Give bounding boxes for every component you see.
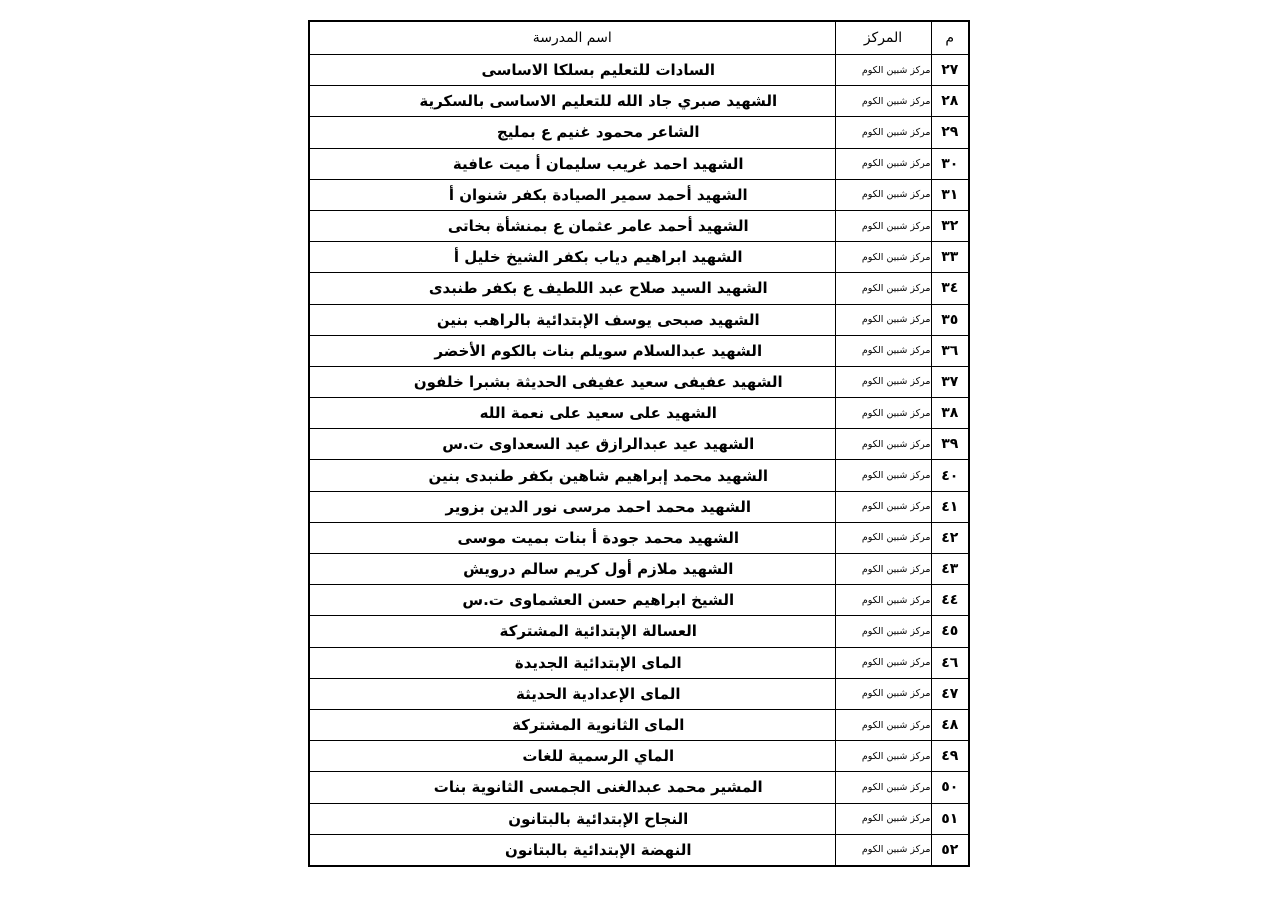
table-row [309, 117, 969, 148]
table-row [309, 491, 969, 522]
row-center: مركز شبين الكوم [835, 803, 931, 834]
row-center: مركز شبين الكوم [835, 148, 931, 179]
row-number: ٣٩ [931, 429, 969, 460]
row-school-name-cell [309, 366, 835, 397]
row-school-name-cell [309, 772, 835, 803]
row-school-name: الشهيد صبحى يوسف الإبتدائية بالراهب بنين [436, 310, 760, 329]
table-header [309, 21, 969, 55]
table-row [309, 398, 969, 429]
row-school-name-cell [309, 117, 835, 148]
row-center: مركز شبين الكوم [835, 335, 931, 366]
row-school-name: الشهيد ملازم أول كريم سالم درويش [463, 560, 734, 579]
row-number: ٤١ [931, 491, 969, 522]
row-number: ٤٦ [931, 647, 969, 678]
schools-table-container [308, 20, 968, 867]
row-center: مركز شبين الكوم [835, 273, 931, 304]
row-school-name-cell [309, 522, 835, 553]
row-number: ٤٣ [931, 554, 969, 585]
row-school-name: الشهيد على سعيد على نعمة الله [479, 404, 717, 423]
row-center: مركز شبين الكوم [835, 647, 931, 678]
row-school-name-cell [309, 55, 835, 86]
row-center: مركز شبين الكوم [835, 741, 931, 772]
row-school-name: الشاعر محمود غنيم ع بمليج [496, 123, 700, 142]
header-school-name: اسم المدرسة [309, 21, 835, 55]
table-row [309, 210, 969, 241]
row-school-name-cell [309, 709, 835, 740]
row-school-name: الشهيد السيد صلاح عبد اللطيف ع بكفر طنبدى [428, 279, 768, 298]
row-number: ٤٤ [931, 585, 969, 616]
row-school-name: الشهيد محمد جودة أ بنات بميت موسى [457, 528, 740, 547]
row-number: ٥١ [931, 803, 969, 834]
row-center: مركز شبين الكوم [835, 834, 931, 866]
row-school-name-cell [309, 179, 835, 210]
row-number: ٣٣ [931, 242, 969, 273]
row-school-name: النجاح الإبتدائية بالبتانون [508, 809, 689, 828]
table-row [309, 647, 969, 678]
row-center: مركز شبين الكوم [835, 709, 931, 740]
table-row [309, 803, 969, 834]
table-row [309, 86, 969, 117]
row-school-name: الشهيد عيد عبدالرازق عيد السعداوى ت.س [442, 435, 755, 454]
row-center: مركز شبين الكوم [835, 554, 931, 585]
table-row [309, 741, 969, 772]
table-row [309, 335, 969, 366]
row-number: ٥٢ [931, 834, 969, 866]
row-number: ٣٤ [931, 273, 969, 304]
table-row [309, 429, 969, 460]
row-school-name: النهضة الإبتدائية بالبتانون [505, 840, 692, 859]
row-number: ٣٢ [931, 210, 969, 241]
row-school-name-cell [309, 304, 835, 335]
row-center: مركز شبين الكوم [835, 210, 931, 241]
table-row [309, 678, 969, 709]
header-row [309, 21, 969, 55]
row-school-name: الشهيد عبدالسلام سويلم بنات بالكوم الأخضر [434, 341, 763, 360]
row-center: مركز شبين الكوم [835, 772, 931, 803]
table-row [309, 148, 969, 179]
row-center: مركز شبين الكوم [835, 86, 931, 117]
row-number: ٤٧ [931, 678, 969, 709]
row-school-name: الشهيد محمد إبراهيم شاهين بكفر طنبدى بنين [428, 466, 768, 485]
row-school-name: الشهيد أحمد عامر عثمان ع بمنشأة بخاتى [447, 217, 749, 236]
header-number: م [931, 21, 969, 55]
row-school-name: الماى الإبتدائية الجديدة [514, 653, 682, 672]
table-row [309, 55, 969, 86]
row-number: ٣١ [931, 179, 969, 210]
table-row [309, 709, 969, 740]
row-school-name-cell [309, 834, 835, 866]
row-school-name-cell [309, 647, 835, 678]
row-school-name: المشير محمد عبدالغنى الجمسى الثانوية بنات [433, 778, 763, 797]
row-school-name: الماى الإعدادية الحديثة [515, 684, 681, 703]
row-school-name: السادات للتعليم بسلكا الاساسى [481, 61, 716, 80]
row-center: مركز شبين الكوم [835, 429, 931, 460]
table-row [309, 585, 969, 616]
row-center: مركز شبين الكوم [835, 522, 931, 553]
row-school-name: الماي الرسمية للغات [522, 747, 675, 766]
row-number: ٤٠ [931, 460, 969, 491]
row-number: ٢٨ [931, 86, 969, 117]
row-school-name-cell [309, 460, 835, 491]
row-center: مركز شبين الكوم [835, 585, 931, 616]
row-school-name-cell [309, 554, 835, 585]
row-school-name-cell [309, 398, 835, 429]
row-school-name-cell [309, 585, 835, 616]
row-school-name-cell [309, 429, 835, 460]
row-number: ٤٥ [931, 616, 969, 647]
row-school-name: العسالة الإبتدائية المشتركة [499, 622, 697, 641]
row-school-name: الشهيد ابراهيم دياب بكفر الشيخ خليل أ [453, 248, 743, 267]
row-school-name-cell [309, 86, 835, 117]
row-number: ٤٨ [931, 709, 969, 740]
table-row [309, 273, 969, 304]
row-school-name: الشهيد عفيفى سعيد عفيفى الحديثة بشبرا خلفون [413, 372, 783, 391]
row-center: مركز شبين الكوم [835, 398, 931, 429]
row-number: ٣٨ [931, 398, 969, 429]
row-school-name-cell [309, 803, 835, 834]
table-row [309, 772, 969, 803]
row-school-name: الشهيد احمد غريب سليمان أ ميت عافية [452, 154, 744, 173]
row-school-name: الشهيد أحمد سمير الصيادة بكفر شنوان أ [448, 185, 748, 204]
row-center: مركز شبين الكوم [835, 678, 931, 709]
row-number: ٣٥ [931, 304, 969, 335]
table-row [309, 834, 969, 866]
row-school-name-cell [309, 273, 835, 304]
row-center: مركز شبين الكوم [835, 117, 931, 148]
row-center: مركز شبين الكوم [835, 242, 931, 273]
row-number: ٣٠ [931, 148, 969, 179]
row-center: مركز شبين الكوم [835, 616, 931, 647]
row-school-name-cell [309, 210, 835, 241]
row-number: ٥٠ [931, 772, 969, 803]
row-school-name-cell [309, 741, 835, 772]
row-school-name-cell [309, 616, 835, 647]
table-body [309, 55, 969, 866]
row-school-name-cell [309, 148, 835, 179]
row-school-name-cell [309, 335, 835, 366]
row-center: مركز شبين الكوم [835, 55, 931, 86]
row-number: ٢٧ [931, 55, 969, 86]
row-number: ٣٧ [931, 366, 969, 397]
row-school-name: الشيخ ابراهيم حسن العشماوى ت.س [462, 591, 735, 610]
schools-table [308, 20, 970, 867]
table-row [309, 179, 969, 210]
row-center: مركز شبين الكوم [835, 491, 931, 522]
table-row [309, 460, 969, 491]
table-row [309, 304, 969, 335]
row-school-name-cell [309, 678, 835, 709]
table-row [309, 242, 969, 273]
row-school-name-cell [309, 491, 835, 522]
row-center: مركز شبين الكوم [835, 304, 931, 335]
table-row [309, 522, 969, 553]
row-center: مركز شبين الكوم [835, 460, 931, 491]
table-row [309, 366, 969, 397]
row-center: مركز شبين الكوم [835, 366, 931, 397]
row-school-name: الشهيد صبري جاد الله للتعليم الاساسى بالسكرية [419, 92, 778, 111]
row-number: ٤٩ [931, 741, 969, 772]
row-center: مركز شبين الكوم [835, 179, 931, 210]
row-number: ٤٢ [931, 522, 969, 553]
row-number: ٣٦ [931, 335, 969, 366]
row-number: ٢٩ [931, 117, 969, 148]
row-school-name: الشهيد محمد احمد مرسى نور الدين بزوير [445, 497, 752, 516]
table-row [309, 554, 969, 585]
header-center: المركز [835, 21, 931, 55]
table-row [309, 616, 969, 647]
row-school-name-cell [309, 242, 835, 273]
row-school-name: الماى الثانوية المشتركة [512, 716, 685, 735]
